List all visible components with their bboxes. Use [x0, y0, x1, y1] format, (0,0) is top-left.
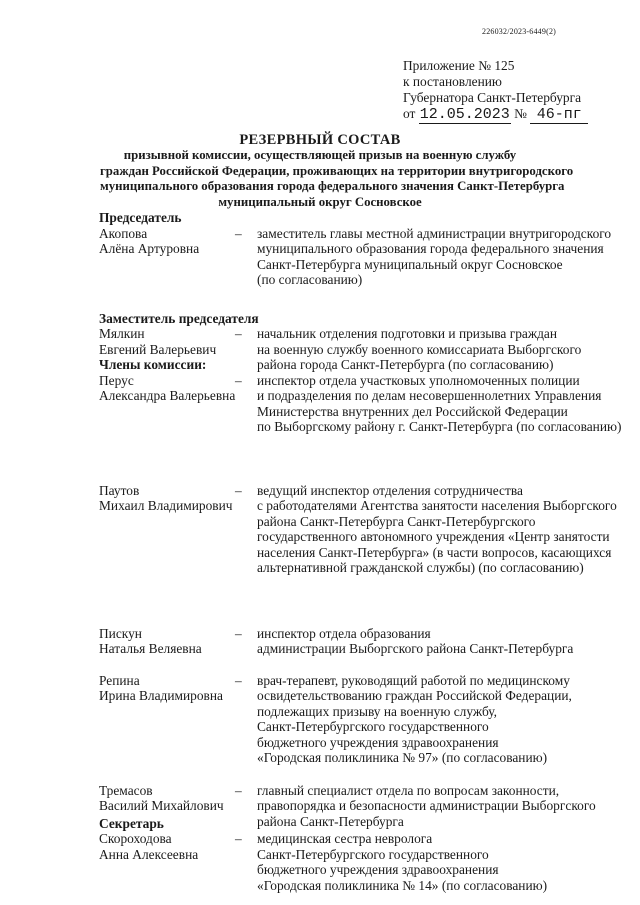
member-desc-line: подлежащих призыву на военную службу,: [257, 703, 497, 719]
secretary-heading: Секретарь: [99, 815, 164, 831]
member-desc-line: и подразделения по делам несовершеннолетних Управления: [257, 388, 602, 403]
subtitle-line: муниципальный округ Сосновское: [218, 194, 422, 209]
member-given-name: Михаил Владимирович: [99, 498, 233, 513]
subtitle-line: призывной комиссии, осуществляющей призыв на военную службу: [123, 148, 517, 162]
member-given-name: Алёна Артуровна: [99, 241, 200, 256]
member-desc-line: «Городская поликлиника № 97» (по согласованию): [257, 750, 548, 765]
appendix-line-1: Приложение № 125: [403, 58, 515, 73]
member-given-name: Александра Валерьевна: [99, 388, 236, 403]
member-desc-line: Министерства внутренних дел Российской Федерации: [257, 403, 568, 419]
member-given-name: Анна Алексеевна: [99, 846, 199, 862]
document-title: РЕЗЕРВНЫЙ СОСТАВ: [239, 132, 401, 148]
member-desc-line: «Городская поликлиника № 14» (по согласованию): [257, 877, 548, 893]
subtitle-line: граждан Российской Федерации, проживающих на территории внутригородского: [100, 163, 574, 178]
member-entry: [99, 482, 619, 575]
appendix-line-3: Губернатора Санкт-Петербурга: [403, 90, 582, 105]
member-desc-line: (по согласованию): [257, 272, 363, 287]
member-surname: Акопова: [99, 225, 148, 241]
dash: –: [235, 672, 242, 688]
member-desc-line: на военную службу военного комиссариата Выборгского: [257, 341, 582, 357]
member-desc-line: медицинская сестра невролога: [257, 831, 433, 846]
subtitle-line: муниципального образования города федерального значения Санкт-Петербурга: [100, 179, 565, 193]
member-desc-line: с работодателями Агентства занятости населения Выборгского: [257, 498, 617, 513]
member-given-name: Ирина Владимировна: [99, 688, 223, 703]
appendix-block: [403, 58, 588, 124]
member-desc-line: заместитель главы местной администрации внутригородского: [257, 225, 612, 241]
member-entry: [99, 626, 619, 657]
appendix-line-2: к постановлению: [403, 74, 502, 89]
member-desc-line: населения Санкт-Петербурга» (в части вопросов, касающихся: [257, 544, 612, 560]
member-desc-line: Санкт-Петербургского государственного: [257, 719, 489, 734]
appendix-date: 12.05.2023: [419, 106, 510, 123]
dash: –: [235, 326, 242, 341]
appendix-number: 46-пг: [530, 107, 588, 124]
member-desc-line: Санкт-Петербурга муниципальный округ Сосновское: [257, 256, 563, 272]
member-given-name: Василий Михайлович: [99, 798, 224, 813]
dash: –: [235, 482, 242, 498]
member-surname: Пискун: [99, 625, 142, 641]
deputy-heading: Заместитель председателя: [99, 310, 259, 326]
appendix-date-row: [403, 106, 588, 124]
member-desc-line: альтернативной гражданской службы) (по согласованию): [257, 560, 584, 575]
dash: –: [235, 831, 242, 846]
chairman-entry: [99, 225, 619, 287]
member-desc-line: бюджетного учреждения здравоохранения: [257, 862, 499, 877]
member-desc-line: по Выборгскому району г. Санкт-Петербурга (по согласованию): [257, 419, 622, 434]
member-desc-line: освидетельствованию граждан Российской Федерации,: [257, 688, 572, 703]
member-desc-line: района Санкт-Петербурга: [257, 813, 404, 829]
member-desc-line: администрации Выборгского района Санкт-Петербурга: [257, 641, 574, 656]
member-surname: Мялкин: [99, 326, 145, 341]
document-subtitle: [100, 148, 574, 210]
commission-list: [99, 210, 622, 893]
member-given-name: Наталья Веляевна: [99, 641, 202, 656]
member-desc-line: бюджетного учреждения здравоохранения: [257, 734, 499, 750]
member-desc-line: правопорядка и безопасности администрации Выборгского: [257, 798, 596, 813]
member-surname: Паутов: [99, 482, 140, 498]
member-desc-line: ведущий инспектор отделения сотрудничества: [257, 482, 523, 498]
member-entry: [99, 672, 619, 765]
members-heading: Члены комиссии:: [99, 357, 207, 372]
member-desc-line: муниципального образования города федерального значения: [257, 241, 604, 256]
member-desc-line: района города Санкт-Петербурга (по согласованию): [257, 357, 554, 372]
member-entry: [99, 372, 622, 434]
secretary-entry: [99, 831, 619, 893]
member-desc-line: Санкт-Петербургского государственного: [257, 846, 489, 862]
chairman-heading: Председатель: [99, 210, 182, 225]
member-desc-line: района Санкт-Петербурга Санкт-Петербургского: [257, 513, 536, 529]
member-desc-line: начальник отделения подготовки и призыва граждан: [257, 326, 558, 341]
document-number: 226032/2023-6449(2): [482, 27, 557, 36]
member-surname: Перус: [99, 372, 134, 388]
dash: –: [235, 782, 242, 798]
dash: –: [235, 625, 242, 641]
member-desc-line: инспектор отдела участковых уполномоченных полиции: [257, 372, 580, 388]
member-surname: Тремасов: [99, 782, 153, 798]
dash: –: [235, 372, 242, 388]
appendix-from-label: от: [403, 106, 416, 121]
dash: –: [235, 225, 242, 241]
appendix-number-label: №: [514, 106, 527, 121]
member-desc-line: государственного автономного учреждения «Центр занятости: [257, 529, 610, 544]
member-desc-line: главный специалист отдела по вопросам законности,: [257, 782, 560, 798]
member-surname: Скороходова: [99, 831, 172, 846]
member-desc-line: врач-терапевт, руководящий работой по медицинскому: [257, 672, 570, 688]
member-given-name: Евгений Валерьевич: [99, 341, 217, 357]
member-surname: Репина: [99, 672, 140, 688]
member-desc-line: инспектор отдела образования: [257, 625, 431, 641]
